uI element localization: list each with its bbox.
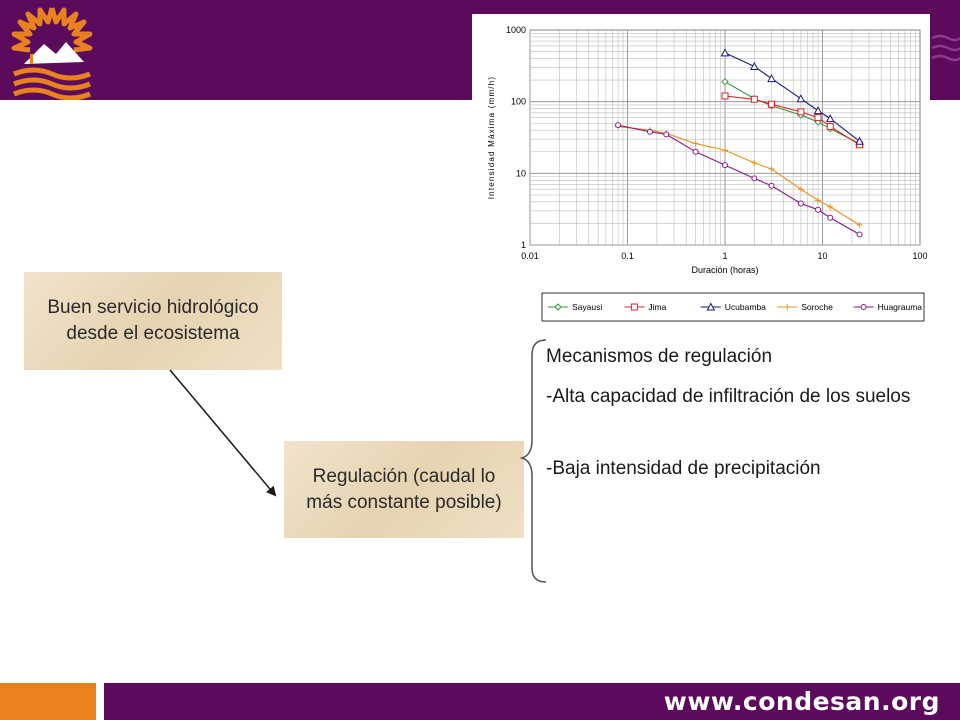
x-tick-label: 1: [722, 251, 728, 261]
y-tick-label: 100: [510, 96, 526, 107]
data-point-huagrauma: [647, 129, 652, 134]
ecosystem-service-text: Buen servicio hidrológico desde el ecosistema: [47, 297, 259, 344]
data-point-huagrauma: [752, 176, 757, 181]
data-point-jima: [827, 124, 833, 130]
x-tick-label: 100: [912, 251, 928, 261]
legend-label: Ucubamba: [724, 302, 766, 312]
idf-chart-svg: [472, 14, 930, 326]
footer-accent: [0, 683, 96, 720]
data-point-huagrauma: [816, 207, 821, 212]
connector-arrow: [170, 370, 275, 495]
condesan-logo: [4, 4, 100, 100]
data-point-jima: [722, 93, 728, 99]
legend-label: Huagrauma: [877, 302, 923, 312]
data-point-huagrauma: [693, 149, 698, 154]
decorative-lines-icon: [930, 30, 960, 70]
data-point-huagrauma: [664, 132, 669, 137]
data-point-huagrauma: [828, 215, 833, 220]
regulation-text: Regulación (caudal lo más constante posible): [306, 465, 502, 513]
y-tick-label: 10: [515, 168, 526, 179]
data-point-huagrauma: [769, 183, 774, 188]
data-point-jima: [815, 115, 821, 121]
legend-label: Sayausi: [572, 302, 603, 312]
grouping-brace: [522, 340, 546, 582]
data-point-jima: [769, 101, 775, 107]
data-point-huagrauma: [616, 123, 621, 128]
data-point-huagrauma: [857, 232, 862, 237]
legend-marker-jima: [631, 304, 637, 310]
legend-label: Jima: [648, 302, 667, 312]
y-tick-label: 1000: [505, 25, 526, 35]
y-axis-label: Intensidad Máxima (mm/h): [487, 75, 496, 200]
ecosystem-service-box: [24, 272, 282, 370]
footer-url-text: www.condesan.org: [663, 687, 940, 716]
x-tick-label: 0.01: [521, 251, 539, 261]
legend-label: Soroche: [801, 302, 833, 312]
data-point-jima: [751, 96, 757, 102]
mechanism-infiltration: -Alta capacidad de infiltración de los suelos: [546, 386, 911, 407]
data-point-jima: [798, 109, 804, 115]
regulation-box: [284, 441, 524, 538]
y-tick-label: 1: [520, 240, 526, 250]
x-axis-label: Duración (horas): [691, 265, 759, 275]
legend-marker-huagrauma: [861, 305, 866, 310]
x-tick-label: 0.1: [621, 251, 634, 261]
idf-chart: [472, 14, 930, 326]
mechanism-low-intensity: -Baja intensidad de precipitación: [546, 458, 821, 479]
data-point-huagrauma: [798, 201, 803, 206]
data-point-huagrauma: [723, 163, 728, 168]
x-tick-label: 10: [817, 251, 828, 261]
mechanisms-title: Mecanismos de regulación: [546, 346, 773, 367]
